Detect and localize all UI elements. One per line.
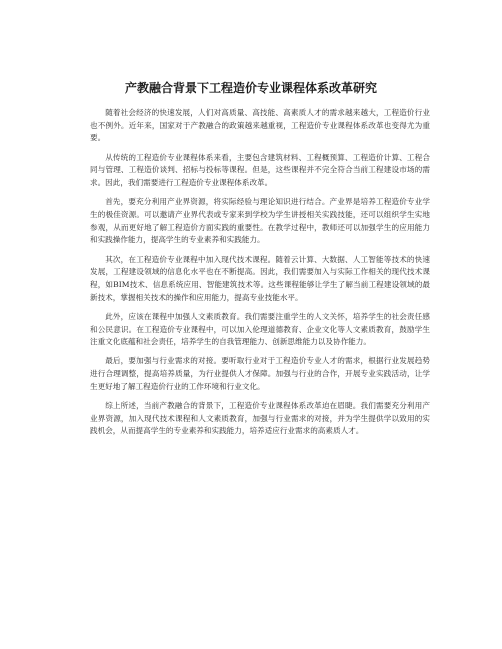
paragraph-intro: 随着社会经济的快速发展，人们对高质量、高技能、高素质人才的需求越来越大，工程造价行业也不例外。近年来，国家对于产教融合的政策越来越重视，工程造价专业课程体系改革也变得尤为重要。	[90, 108, 430, 143]
paragraph-conclusion: 综上所述，当前产教融合的背景下，工程造价专业课程体系改革迫在眉睫。我们需要充分利用产业界资源，加入现代技术课程和人文素质教育，加强与行业需求的对接，并为学生提供学以致用的实践机会，从而提高学生的专业素养和实践能力，培养适应行业需求的高素质人才。	[90, 401, 430, 436]
paragraph-modern-technology: 其次，在工程造价专业课程中加入现代技术课程。随着云计算、大数据、人工智能等技术的快速发展，工程建设领域的信息化水平也在不断提高。因此，我们需要加入与实际工作相关的现代技术课程，如BIM技术、信息系统应用、智能建筑技术等。这些课程能够让学生了解当前工程建设领域的最新技术，掌握相关技术的操作和应用能力，提高专业技能水平。	[90, 254, 430, 302]
paragraph-traditional-curriculum: 从传统的工程造价专业课程体系来看，主要包含建筑材料、工程概预算、工程造价计算、工程合同与管理、工程造价谈判、招标与投标等课程。但是，这些课程并不完全符合当前工程建设市场的需求。因此，我们需要进行工程造价专业课程体系改革。	[90, 152, 430, 188]
paragraph-humanities: 此外，应该在课程中加强人文素质教育。我们需要注重学生的人文关怀，培养学生的社会责任感和公民意识。在工程造价专业课程中，可以加入伦理道德教育、企业文化等人文素质教育，鼓励学生注重文化底蕴和社会责任，培养学生的自我管理能力、创新思维能力以及协作能力。	[90, 311, 430, 347]
paragraph-industry-resources: 首先，要充分利用产业界资源，将实际经验与理论知识进行结合。产业界是培养工程造价专业学生的极佳资源。可以邀请产业界代表或专家来到学校为学生讲授相关实践技能，还可以组织学生实地参观，从而更好地了解工程造价方面实践的重要性。在教学过程中，教师还可以加强学生的应用能力和实践操作能力，提高学生的专业素养和实践能力。	[90, 197, 430, 245]
document-title: 产教融合背景下工程造价专业课程体系改革研究	[124, 81, 377, 95]
document-body	[90, 107, 430, 445]
paragraph-industry-demand: 最后，要加强与行业需求的对接。要听取行业对于工程造价专业人才的需求，根据行业发展趋势进行合理调整，提高培养质量，为行业提供人才保障。加强与行业的合作，开展专业实践活动，让学生更好地了解工程造价行业的工作环境和行业文化。	[90, 356, 430, 391]
